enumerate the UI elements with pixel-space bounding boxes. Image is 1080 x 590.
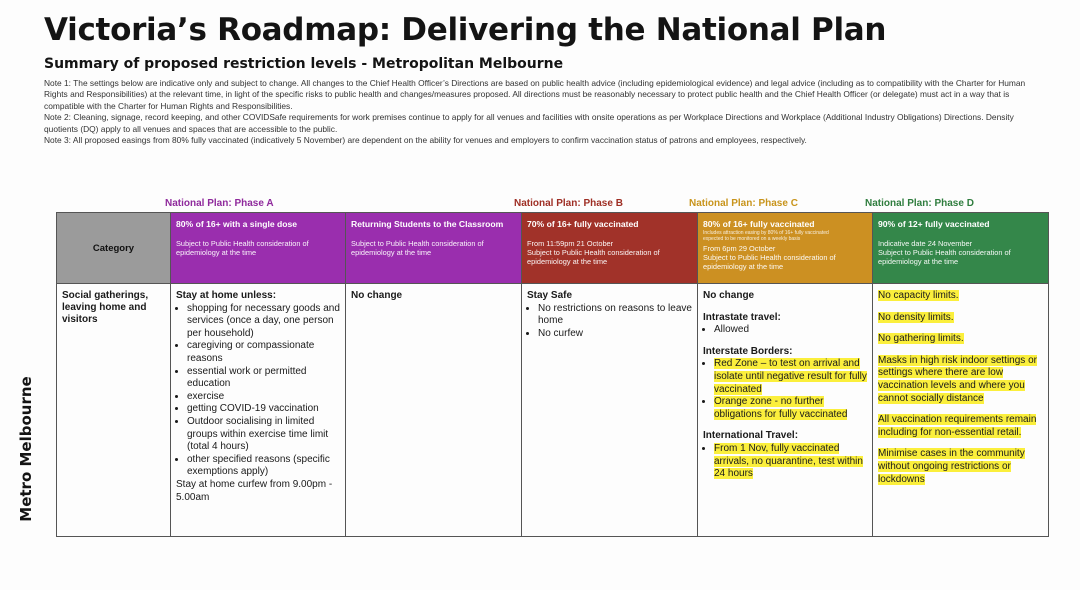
column-header-2: Returning Students to the Classroom Subject to Public Health consideration of epidemiology at the time — [346, 213, 522, 284]
cell-phase-a-2 — [346, 284, 522, 537]
phase-c-label: National Plan: Phase C — [689, 198, 798, 209]
phase-d-label: National Plan: Phase D — [865, 198, 974, 209]
notes — [44, 78, 1044, 146]
list-item: • Red Zone – to test on arrival and isolate until negative result for fully vaccinated — [714, 358, 867, 396]
phase-b-label: National Plan: Phase B — [514, 198, 623, 209]
list-item: • other specified reasons (specific exemptions apply) — [187, 454, 340, 479]
list-item: No density limits. — [878, 311, 954, 323]
cell-phase-c — [698, 284, 873, 537]
column-header-3: 70% of 16+ fully vaccinated From 11:59pm 21 October Subject to Public Health consideration of epidemiology at the time — [522, 213, 698, 284]
international-heading: International Travel: — [703, 430, 799, 442]
page-title: Victoria’s Roadmap: Delivering the National Plan — [44, 12, 887, 48]
list-item: • caregiving or compassionate reasons — [187, 340, 340, 365]
intrastate-heading: Intrastate travel: — [703, 311, 781, 323]
list-item: • exercise — [187, 391, 340, 404]
list-item: • No curfew — [538, 328, 692, 341]
list-item: • Orange zone - no further obligations for fully vaccinated — [714, 396, 867, 421]
list-item: No capacity limits. — [878, 290, 959, 301]
column-header-1: 80% of 16+ with a single dose Subject to Public Health consideration of epidemiology at the time — [171, 213, 346, 284]
phase-a-label: National Plan: Phase A — [165, 198, 274, 209]
list-item: • Allowed — [714, 324, 867, 337]
curfew-text: Stay at home curfew from 9.00pm - 5.00am — [176, 478, 333, 503]
list-item: • shopping for necessary goods and services (once a day, one person per household) — [187, 303, 340, 341]
category-header: Category — [57, 213, 171, 284]
cell-heading: No change — [703, 290, 755, 301]
row-label: Social gatherings, leaving home and visitors — [57, 284, 171, 537]
list-item: • essential work or permitted education — [187, 366, 340, 391]
list-item: No gathering limits. — [878, 333, 964, 345]
list-item: • getting COVID-19 vaccination — [187, 403, 340, 416]
column-header-5: 90% of 12+ fully vaccinated Indicative date 24 November Subject to Public Health consideration of epidemiology at the time — [873, 213, 1049, 284]
column-header-4: 80% of 16+ fully vaccinated Includes attraction easing by 80% of 16+ fully vaccinated expected to be monitored on a weekly basis From 6pm 29 October Subject to Public Health consideration of epidemiology at the time — [698, 213, 873, 284]
note-3: Note 3: All proposed easings from 80% fully vaccinated (indicatively 5 November) are dependent on the ability for venues and employers to confirm vaccination status of patrons and employees, respectively. — [44, 135, 807, 146]
cell-phase-a-1 — [171, 284, 346, 537]
page-subtitle: Summary of proposed restriction levels - Metropolitan Melbourne — [44, 56, 564, 72]
list-item: Minimise cases in the community without ongoing restrictions or lockdowns — [878, 448, 1025, 485]
restrictions-table — [56, 212, 1049, 537]
table-row — [57, 284, 1049, 537]
list-item: Masks in high risk indoor settings or settings where there are low vaccination levels and where you cannot socially distance — [878, 354, 1037, 404]
list-item: • From 1 Nov, fully vaccinated arrivals, no quarantine, test within 24 hours — [714, 443, 867, 481]
note-2: Note 2: Cleaning, signage, record keeping, and other COVIDSafe requirements for work premises continue to apply for all venues and facilities with onsite operations as per Workplace Directions and Workplace (Additional Industry Obligations) Directions. Density quotients (DQ) apply to all venues and spaces that are accessible to the public. — [44, 112, 1014, 134]
interstate-heading: Interstate Borders: — [703, 345, 793, 357]
cell-heading: Stay at home unless: — [176, 290, 277, 301]
cell-phase-b — [522, 284, 698, 537]
region-label: Metro Melbourne — [17, 376, 35, 522]
cell-phase-d — [873, 284, 1049, 537]
list-item: • Outdoor socialising in limited groups within exercise time limit (total 4 hours) — [187, 416, 340, 454]
list-item: All vaccination requirements remain including for non-essential retail. — [878, 414, 1037, 438]
cell-heading: Stay Safe — [527, 290, 573, 301]
list-item: • No restrictions on reasons to leave home — [538, 303, 692, 328]
note-1: Note 1: The settings below are indicative only and subject to change. All changes to the Chief Health Officer’s Directions are based on public health advice (including epidemiological evidence) and legal advice (including as to compatibility with the Charter for Human Rights and Responsibilities) at the relevant time, in light of the specific risks to public health and changes/measures proposed. All directions must be reasonably necessary to protect public health and the Chief Health Officer (or delegate) must act in a way that is compatible with the Charter for Human Rights and Responsibilities. — [44, 78, 1026, 111]
cell-heading: No change — [351, 290, 403, 301]
header-row — [57, 213, 1049, 284]
